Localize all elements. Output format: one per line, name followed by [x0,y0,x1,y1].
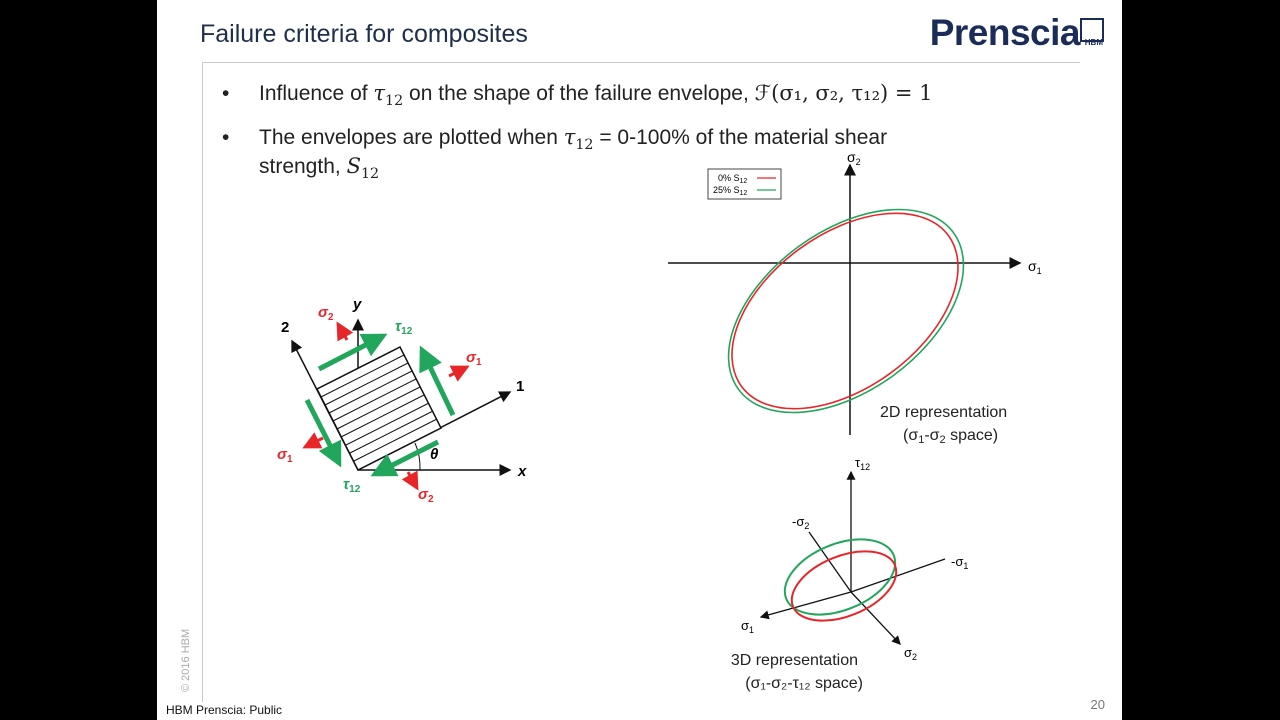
sigma2-axis-label: $\sigma_2$ [847,149,861,167]
sigma2-top-label: $\sigma_2$ [318,304,334,323]
sigma2-arrow-top [338,324,347,340]
bullet-text [259,79,933,116]
caption-3d-line1: 3D representation [730,652,858,669]
sigma1-left-label: $\sigma_1$ [277,446,293,465]
lamina-element-diagram [270,285,570,525]
caption-3d-line2: (σ₁-σ₂-τ₁₂ space) [745,675,863,692]
x-axis-label: x [518,463,527,480]
tau12-bottom-label: $\tau_{12}$ [343,476,361,495]
content-left-border [202,62,203,702]
bullet-middle: on the shape of the failure envelope, [403,82,755,105]
sigma1-right-label: $\sigma_1$ [466,349,482,368]
footer-classification: HBM Prenscia: Public [166,703,283,717]
neg-sigma1-axis [851,559,945,592]
sigma2-arrow-bottom [408,472,417,488]
envelope-2d-plot [660,149,1060,446]
tau12-axis-label: $\tau_{12}$ [855,455,871,472]
sigma1-3d-label: $\sigma_1$ [741,618,755,635]
sigma2-bottom-label: $\sigma_2$ [418,486,434,505]
sigma1-arrow-left [305,438,323,447]
neg-sigma2-label: $-\sigma_2$ [792,514,810,531]
sigma2-axis-3d [851,592,900,644]
axis-1-label: 1 [516,378,525,395]
bullet-dot-icon: • [222,126,230,149]
brand-mark-icon [1080,18,1104,47]
caption-2d-line1: 2D representation [880,404,1008,421]
brand-mark-text: HBM [1084,38,1103,47]
bullet-text-line2 [259,152,379,189]
tau-subscript: 12 [575,136,594,153]
theta-arc [415,443,420,470]
legend-label-25pct: 25% $S_{12}$ [713,185,748,197]
sigma2-3d-label: $\sigma_2$ [904,645,918,662]
slide [157,0,1122,720]
bullet-prefix: The envelopes are plotted when [259,126,564,149]
shear-strength-symbol: S [346,154,361,178]
bullet-line2: strength, [259,155,347,178]
bullet-prefix: Influence of [259,82,374,105]
tau-subscript: 12 [385,92,404,109]
caption-2d-line2: (σ1-σ2 space) [903,427,999,446]
tau12-top-label: $\tau_{12}$ [395,318,413,337]
slide-title: Failure criteria for composites [200,20,528,48]
bullet-middle: = 0-100% of the material shear [593,126,888,149]
tau-symbol: τ [373,81,386,105]
tau-symbol: τ [563,125,576,149]
failure-formula: ℱ(σ₁, σ₂, τ₁₂) = 1 [754,81,933,105]
copyright-vertical: © 2016 HBM [180,628,192,692]
shear-strength-subscript: 12 [360,165,380,182]
header-divider [202,62,1080,63]
envelope-3d-plot [730,452,1057,702]
envelope-3d-0pct [782,538,906,635]
legend [708,169,781,199]
bullet-dot-icon: • [222,82,230,105]
page-number: 20 [1090,697,1105,712]
sigma1-axis-label: $\sigma_1$ [1028,258,1042,276]
legend-label-0pct: 0% $S_{12}$ [718,173,748,185]
theta-label: θ [430,446,439,463]
y-axis-label: y [353,296,362,313]
sigma1-arrow-right [449,367,467,376]
brand-logo: Prenscia [929,12,1080,53]
axis-2-label: 2 [281,319,290,336]
neg-sigma1-label: $-\sigma_1$ [951,554,969,571]
